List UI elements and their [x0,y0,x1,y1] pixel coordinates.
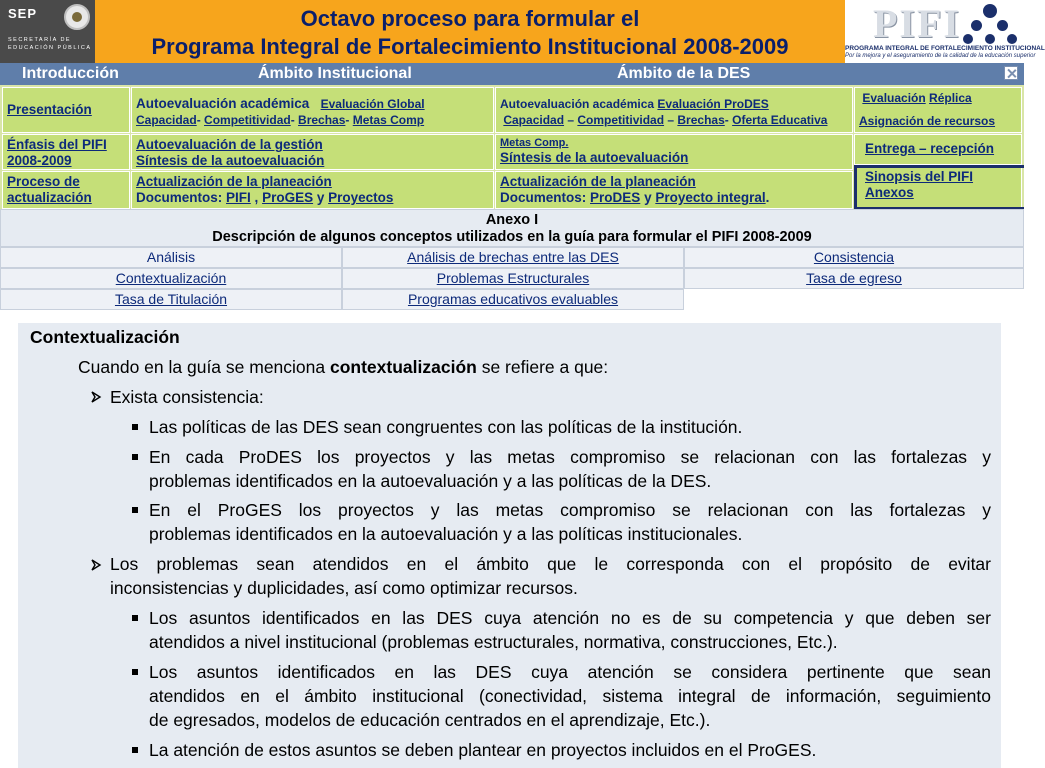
menu-cell-autoeval-institucional: Autoevaluación académica Evaluación Global Capacidad- Competitividad- Brechas- Metas Comp [131,87,494,133]
bullet-consistencia: Exista consistencia: [110,387,264,407]
link-actualizacion-planeacion[interactable]: Actualización de la planeación [136,174,332,189]
title-line-2: Programa Integral de Fortalecimiento Institucional 2008-2009 [151,34,789,59]
menu-cell-sinopsis [854,166,1022,209]
label-documentos-des: Documentos: [500,190,587,205]
link-capacidad-des[interactable]: Capacidad [503,113,565,127]
nav-ambito-des[interactable]: Ámbito de la DES [617,65,751,82]
bullet-atencion-proges: La atención de estos asuntos se deben plantear en proyectos incluidos en el ProGES. [149,740,817,760]
link-oferta-educativa[interactable]: Oferta Educativa [732,113,828,127]
bullet-asuntos-pertinente [149,660,991,732]
anexo-link-problemas-estructurales[interactable]: Problemas Estructurales [342,268,684,289]
link-proges[interactable]: ProGES [262,190,314,205]
anexo-header [0,209,1024,247]
link-sintesis-des[interactable]: Síntesis de la autoevaluación [500,150,689,165]
label-autoevaluacion-academica: Autoevaluación académica [136,96,310,111]
bullet-prodes [149,445,991,493]
anexo-link-programas-evaluables[interactable]: Programas educativos evaluables [342,289,684,310]
bullet-asuntos-pertinente-line-3: de egresados, modelos de educación centrados en el aprendizaje, Etc.). [149,710,711,730]
link-evaluacion[interactable]: Evaluación [862,91,926,105]
link-brechas[interactable]: Brechas [298,113,346,127]
link-competitividad-des[interactable]: Competitividad [577,113,665,127]
menu-cell-actualizacion-des: Actualización de la planeación Documentos: ProDES y Proyecto integral. [495,171,853,209]
link-pifi[interactable]: PIFI [226,190,251,205]
pifi-tagline: Por la mejora y el aseguramiento de la calidad de la educación superior [845,53,1036,59]
pifi-caption: PROGRAMA INTEGRAL DE FORTALECIMIENTO INSTITUCIONAL [845,45,1045,52]
nav-introduccion[interactable]: Introducción [22,65,119,82]
intro-text-bold: contextualización [329,357,477,377]
menu-cell-autoeval-des: Autoevaluación académica Evaluación ProDES Capacidad – Competitividad – Brechas- Oferta Educativa [495,87,853,133]
bullet-asuntos-competencia-line-2: atendidos a nivel institucional (problemas estructurales, normativa, construcciones, Etc.). [149,632,838,652]
bullet-proges-line-2: problemas identificados en la autoevaluación y a las políticas institucionales. [149,524,743,544]
link-anexos[interactable]: Anexos [865,185,914,200]
link-brechas-des[interactable]: Brechas [677,113,725,127]
pifi-wordmark: PIFI [873,1,961,46]
sep-subtitle [8,36,92,52]
square-bullet-icon [132,454,138,460]
label-y: y [316,190,325,205]
bullet-problemas [110,552,991,600]
menu-cell-actualizacion-institucional: Actualización de la planeación Documentos: PIFI , ProGES y Proyectos [131,171,494,209]
intro-text-pre: Cuando en la guía se menciona [78,357,330,377]
anexo-row [0,289,1024,310]
anexo-row [0,247,1024,268]
content-heading: Contextualización [30,327,180,347]
anexo-subtitle: Descripción de algunos conceptos utilizados en la guía para formular el PIFI 2008-2009 [212,229,812,245]
anexo-link-analisis-brechas[interactable]: Análisis de brechas entre las DES [342,247,684,268]
square-bullet-icon [132,424,138,430]
anexo-link-consistencia[interactable]: Consistencia [684,247,1024,268]
bullet-asuntos-competencia-line-1: Los asuntos identificados en las DES cuya atención no es de su competencia y que deben ser [149,608,991,628]
bullet-asuntos-competencia [149,606,991,654]
bullet-asuntos-pertinente-line-1: Los asuntos identificados en las DES cuya atención se considera pertinente que sean [149,662,991,682]
bullet-asuntos-pertinente-line-2: atendidos en el ámbito institucional (conectividad, sistema integral de información, seguimiento [149,686,991,706]
nav-ambito-institucional[interactable]: Ámbito Institucional [258,65,412,82]
page-title [95,0,845,63]
process-menu [0,85,1024,209]
bullet-prodes-line-1: En cada ProDES los proyectos y las metas compromiso se relacionan con las fortalezas y [149,447,991,467]
link-replica[interactable]: Réplica [929,91,972,105]
link-proyecto-integral[interactable]: Proyecto integral [655,190,766,205]
content-panel [18,323,1001,768]
pifi-logo [845,0,1045,63]
sep-wordmark: SEP [8,6,38,21]
content-intro [78,355,608,379]
link-sinopsis-pifi[interactable]: Sinopsis del PIFI [865,169,974,184]
link-competitividad[interactable]: Competitividad [204,113,291,127]
link-proceso-line-2[interactable]: actualización [7,190,92,205]
pifi-dots-icon [963,4,1021,48]
arrow-bullet-icon [90,559,102,571]
link-enfasis-line-2[interactable]: 2008-2009 [7,153,72,168]
link-proyectos[interactable]: Proyectos [328,190,394,205]
square-bullet-icon [132,747,138,753]
label-autoevaluacion-academica-des: Autoevaluación académica [500,97,655,111]
bullet-problemas-line-2: inconsistencias y duplicidades, así como optimizar recursos. [110,578,578,598]
link-metas-comp[interactable]: Metas Comp [352,113,425,127]
arrow-bullet-icon [90,391,102,403]
link-presentacion[interactable]: Presentación [7,102,92,117]
link-prodes[interactable]: ProDES [590,190,641,205]
link-evaluacion-prodes[interactable]: Evaluación ProDES [657,97,769,111]
square-bullet-icon [132,507,138,513]
link-enfasis-line-1[interactable]: Énfasis del PIFI [7,137,107,152]
link-actualizacion-planeacion-des[interactable]: Actualización de la planeación [500,174,696,189]
label-y-des: y [644,190,652,205]
square-bullet-icon [132,615,138,621]
link-entrega-recepcion[interactable]: Entrega – recepción [865,141,995,156]
bullet-proges-line-1: En el ProGES los proyectos y las metas compromiso se relacionan con las fortalezas y [149,500,991,520]
anexo-link-analisis[interactable]: Análisis [0,247,342,268]
anexo-row [0,268,1024,289]
menu-cell-autoeval-gestion [131,134,494,170]
anexo-title: Anexo I [485,212,539,228]
close-icon[interactable] [1004,66,1018,80]
menu-cell-proceso[interactable] [2,171,130,209]
anexo-link-tasa-titulacion[interactable]: Tasa de Titulación [0,289,342,310]
link-capacidad[interactable]: Capacidad [136,113,197,127]
bullet-proges [149,498,991,546]
title-line-1: Octavo proceso para formular el [300,6,640,31]
menu-cell-entrega[interactable] [854,134,1022,165]
sep-subtitle-line-2: EDUCACIÓN PÚBLICA [8,45,92,51]
square-bullet-icon [132,669,138,675]
intro-text-post: se refiere a que: [476,357,609,377]
link-metas-comp-des[interactable]: Metas Comp. [500,137,569,149]
menu-cell-sintesis-des [495,134,853,170]
link-sintesis-institucional[interactable]: Síntesis de la autoevaluación [136,153,325,168]
anexo-link-contextualizacion[interactable]: Contextualización [0,268,342,289]
menu-cell-presentacion[interactable] [2,87,130,133]
bullet-problemas-line-1: Los problemas sean atendidos en el ámbito que le corresponda con el propósito de evitar [110,554,991,574]
label-documentos: Documentos: [136,190,223,205]
sep-subtitle-line-1: SECRETARÍA DE [8,37,72,43]
link-autoevaluacion-gestion[interactable]: Autoevaluación de la gestión [136,137,323,152]
menu-cell-enfasis[interactable] [2,134,130,170]
mexican-seal-icon [64,4,90,30]
anexo-table [0,209,1024,310]
menu-cell-evaluacion [854,87,1022,133]
link-evaluacion-global[interactable]: Evaluación Global [320,97,425,111]
section-nav-bar [0,63,1024,85]
link-asignacion-recursos[interactable]: Asignación de recursos [859,114,996,128]
bullet-politicas: Las políticas de las DES sean congruentes con las políticas de la institución. [149,417,743,437]
bullet-prodes-line-2: problemas identificados en la autoevaluación y a las políticas de la DES. [149,471,712,491]
anexo-empty-cell [684,289,1024,310]
link-proceso-line-1[interactable]: Proceso de [7,174,80,189]
sep-logo [0,0,95,63]
anexo-link-tasa-egreso[interactable]: Tasa de egreso [684,268,1024,289]
